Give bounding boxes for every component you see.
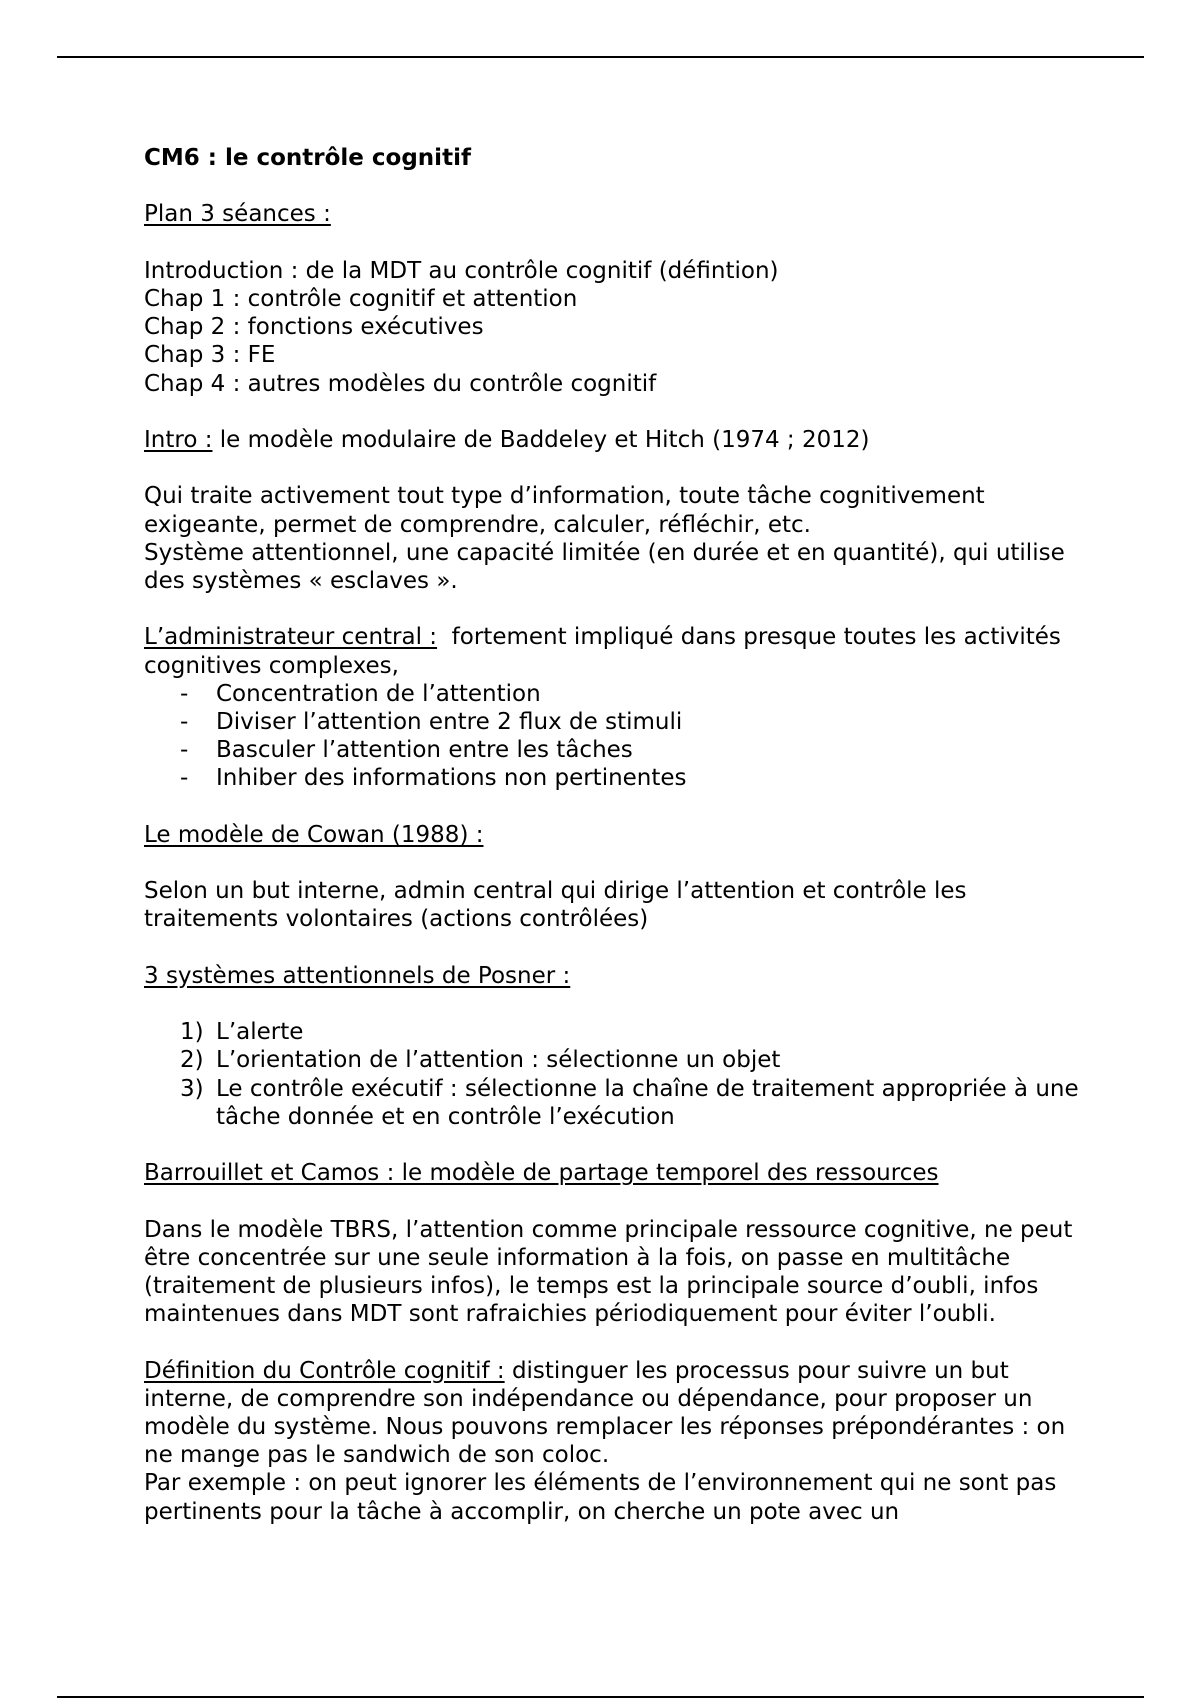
admin-list (144, 680, 1084, 793)
cowan-heading: Le modèle de Cowan (1988) : (144, 821, 484, 848)
definition-label: Définition du Contrôle cognitif : (144, 1357, 505, 1384)
intro-line (144, 426, 1084, 454)
definition-text: distinguer les processus pour suivre un but interne, de comprendre son indépendance ou dépendance, pour proposer un modèle du système. Nous pouvons remplacer les réponses prépondérantes : on ne mange pas le sandwich de son coloc. (144, 1357, 1066, 1469)
document-title: CM6 : le contrôle cognitif (144, 145, 471, 171)
posner-heading: 3 systèmes attentionnels de Posner : (144, 962, 571, 989)
tbrs-text: Dans le modèle TBRS, l’attention comme principale ressource cognitive, ne peut être concentrée sur une seule information à la fois, on passe en multitâche (traitement de plusieurs infos), le temps est la principale source d’oubli, infos maintenues dans MDT sont rafraichies périodiquement pour éviter l’oubli. (144, 1216, 1073, 1328)
intro-text: le modèle modulaire de Baddeley et Hitch (1974 ; 2012) (219, 426, 870, 453)
admin-label: L’administrateur central : (144, 624, 438, 651)
plan-item: Chap 2 : fonctions exécutives (144, 314, 484, 341)
list-item: - Inhiber des informations non pertinentes (180, 764, 1084, 792)
intro-label: Intro : (144, 426, 213, 453)
tbrs-heading: Barrouillet et Camos : le modèle de partage temporel des ressources (144, 1160, 939, 1187)
admin-line (144, 623, 1084, 679)
cowan-text: Selon un but interne, admin central qui dirige l’attention et contrôle les traitements volontaires (actions contrôlées) (144, 878, 967, 933)
list-item: - Basculer l’attention entre les tâches (180, 736, 1084, 764)
intro-paragraph: Qui traite activement tout type d’information, toute tâche cognitivement exigeante, permet de comprendre, calculer, réfléchir, etc. (144, 483, 985, 538)
intro-paragraph: Système attentionnel, une capacité limitée (en durée et en quantité), qui utilise des systèmes « esclaves ». (144, 539, 1065, 594)
plan-item: Chap 1 : contrôle cognitif et attention (144, 285, 578, 312)
plan-heading: Plan 3 séances : (144, 201, 331, 228)
list-item: 2) L’orientation de l’attention : sélectionne un objet (180, 1047, 781, 1074)
definition-line (144, 1357, 1084, 1470)
list-item: - Diviser l’attention entre 2 flux de stimuli (180, 708, 1084, 736)
plan-item: Chap 3 : FE (144, 342, 276, 369)
header-rule (57, 56, 1144, 58)
list-item: 1) L’alerte (180, 1019, 304, 1046)
list-item: 3) Le contrôle exécutif : sélectionne la chaîne de traitement appropriée à une tâche donnée et en contrôle l’exécution (180, 1075, 1079, 1130)
plan-item: Chap 4 : autres modèles du contrôle cognitif (144, 370, 657, 397)
admin-text: fortement impliqué dans presque toutes les activités cognitives complexes, (144, 624, 1061, 679)
plan-item: Introduction : de la MDT au contrôle cognitif (défintion) (144, 257, 779, 284)
definition-example: Par exemple : on peut ignorer les éléments de l’environnement qui ne sont pas pertinents pour la tâche à accomplir, on cherche un pote avec un (144, 1470, 1057, 1525)
footer-rule (57, 1696, 1144, 1698)
document-body (144, 144, 1084, 1526)
list-item: - Concentration de l’attention (180, 680, 1084, 708)
posner-list (144, 1018, 1084, 1131)
